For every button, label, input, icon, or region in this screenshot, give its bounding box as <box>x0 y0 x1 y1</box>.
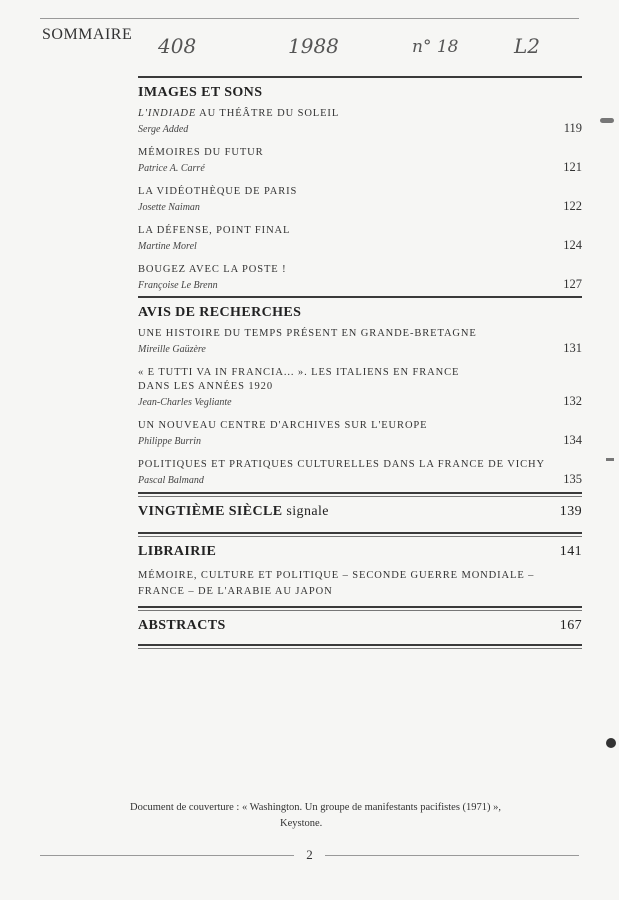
section-rule <box>138 76 582 78</box>
section-rule-thin <box>138 496 582 497</box>
section-rule <box>138 606 582 608</box>
page-title: SOMMAIRE <box>42 26 133 43</box>
handwritten-note: L2 <box>514 34 541 58</box>
cover-caption <box>130 800 590 832</box>
section-rule <box>138 644 582 646</box>
section-heading[interactable] <box>138 502 582 522</box>
section-rule-thin <box>138 610 582 611</box>
entry-title: MÉMOIRES DU FUTUR <box>138 147 264 158</box>
entry-page: 134 <box>563 433 582 447</box>
section-rule-thin <box>138 648 582 649</box>
entry-author: Patrice A. Carré <box>138 163 205 174</box>
entry-author: Martine Morel <box>138 241 197 252</box>
toc-entry[interactable] <box>138 146 582 176</box>
section-page: 141 <box>559 544 582 559</box>
entry-author: Josette Naiman <box>138 202 200 213</box>
toc-entry[interactable] <box>138 458 582 488</box>
toc-entry[interactable] <box>138 224 582 254</box>
section-rule <box>138 492 582 494</box>
page-footer <box>40 848 579 862</box>
entry-title-italic: L'INDIADE <box>138 108 197 119</box>
entry-page: 127 <box>563 277 582 291</box>
top-rule <box>40 18 579 19</box>
entry-author: Pascal Balmand <box>138 475 204 486</box>
entry-page: 131 <box>563 341 582 355</box>
entry-title: UN NOUVEAU CENTRE D'ARCHIVES SUR L'EUROPE <box>138 420 428 431</box>
section-heading <box>138 303 582 323</box>
entry-author: Mireille Gaüzère <box>138 344 206 355</box>
entry-title: BOUGEZ AVEC LA POSTE ! <box>138 264 287 275</box>
section-entries <box>138 327 582 488</box>
entry-title-continued: DANS LES ANNÉES 1920 <box>138 381 273 392</box>
scan-mark <box>606 738 616 748</box>
toc-entry[interactable] <box>138 419 582 449</box>
footer-rule <box>325 855 579 856</box>
entry-author: Françoise Le Brenn <box>138 280 218 291</box>
handwritten-note: n° 18 <box>412 37 459 57</box>
entry-page: 119 <box>563 121 582 135</box>
toc-entry[interactable] <box>138 327 582 357</box>
section-subtitle: signale <box>282 504 329 519</box>
section-title: IMAGES ET SONS <box>138 85 263 100</box>
entry-title: « E TUTTI VA IN FRANCIA... ». LES ITALIENS EN FRANCE <box>138 367 460 378</box>
scan-mark <box>600 118 614 123</box>
table-of-contents <box>138 76 582 649</box>
toc-entry[interactable] <box>138 366 582 410</box>
toc-entry[interactable] <box>138 107 582 137</box>
page-number: 2 <box>306 847 313 862</box>
entry-page: 124 <box>563 238 582 252</box>
section-page: 139 <box>559 504 582 519</box>
section-rule-thin <box>138 536 582 537</box>
toc-entry[interactable] <box>138 185 582 215</box>
section-title: VINGTIÈME SIÈCLE <box>138 504 283 519</box>
librairie-topics <box>138 568 582 600</box>
scan-mark <box>606 458 614 461</box>
librairie-line: FRANCE – DE L'ARABIE AU JAPON <box>138 586 333 597</box>
entry-title: POLITIQUES ET PRATIQUES CULTURELLES DANS LA FRANCE DE VICHY <box>138 459 546 470</box>
librairie-line: MÉMOIRE, CULTURE ET POLITIQUE – SECONDE GUERRE MONDIALE – <box>138 570 535 581</box>
entry-title: LA VIDÉOTHÈQUE DE PARIS <box>138 186 298 197</box>
caption-line: Keystone. <box>280 818 323 829</box>
handwritten-note: 1988 <box>288 34 339 58</box>
section-title: ABSTRACTS <box>138 618 226 633</box>
entry-author: Philippe Burrin <box>138 436 202 447</box>
section-title: LIBRAIRIE <box>138 544 217 559</box>
footer-rule <box>40 855 294 856</box>
section-page: 167 <box>559 618 582 633</box>
entry-author: Jean-Charles Vegliante <box>138 397 232 408</box>
entry-title <box>138 107 582 121</box>
entry-author: Serge Added <box>138 124 189 135</box>
section-rule <box>138 532 582 534</box>
section-heading[interactable] <box>138 542 582 562</box>
entry-page: 122 <box>563 199 582 213</box>
entry-title: LA DÉFENSE, POINT FINAL <box>138 225 291 236</box>
section-heading[interactable] <box>138 616 582 636</box>
toc-entry[interactable] <box>138 263 582 293</box>
section-entries <box>138 107 582 293</box>
entry-title: UNE HISTOIRE DU TEMPS PRÉSENT EN GRANDE-BRETAGNE <box>138 328 477 339</box>
section-rule <box>138 296 582 298</box>
entry-page: 121 <box>563 160 582 174</box>
entry-page: 132 <box>563 394 582 408</box>
section-title: AVIS DE RECHERCHES <box>138 305 302 320</box>
caption-line: Document de couverture : « Washington. Un groupe de manifestants pacifistes (1971) », <box>130 802 502 813</box>
handwritten-note: 408 <box>158 34 197 58</box>
entry-page: 135 <box>563 472 582 486</box>
entry-title-rest: AU THÉÂTRE DU SOLEIL <box>196 108 340 119</box>
section-heading <box>138 83 582 103</box>
